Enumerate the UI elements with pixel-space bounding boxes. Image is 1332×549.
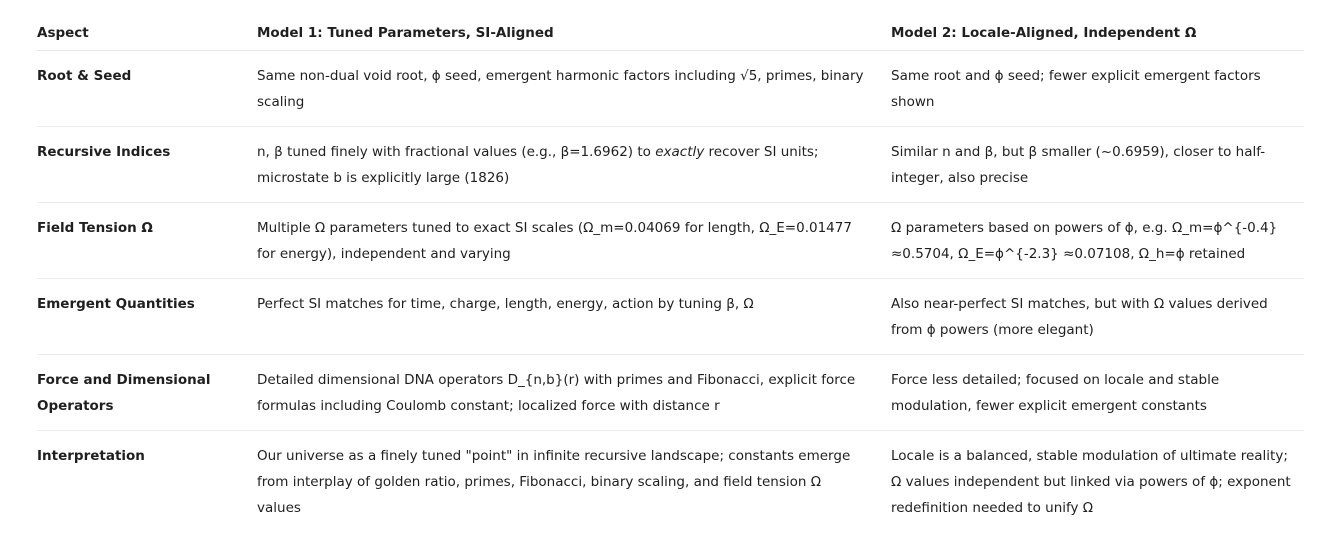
cell-model2: Force less detailed; focused on locale and stable modulation, fewer explicit emergent constants [891,372,1220,414]
cell-model1-text-post: recover SI units; microstate b is explicitly large (1826) [257,144,819,186]
table-row [37,127,1304,203]
cell-model1: Perfect SI matches for time, charge, length, energy, action by tuning β, Ω [257,296,754,312]
cell-model1: Multiple Ω parameters tuned to exact SI scales (Ω_m=0.04069 for length, Ω_E=0.01477 for energy), independent and varying [257,220,852,262]
table-row [37,51,1304,127]
cell-aspect: Emergent Quantities [37,296,195,312]
header-aspect: Aspect [37,25,89,41]
table-body [37,51,1304,533]
header-row [37,12,1304,51]
cell-model1: Our universe as a finely tuned "point" in infinite recursive landscape; constants emerge from interplay of golden ratio, primes, Fibonacci, binary scaling, and field tension Ω values [257,448,851,516]
cell-aspect: Field Tension Ω [37,220,153,236]
cell-model2: Similar n and β, but β smaller (~0.6959), closer to half-integer, also precise [891,144,1266,186]
cell-aspect: Recursive Indices [37,144,171,160]
cell-aspect: Interpretation [37,448,145,464]
cell-model2: Same root and ϕ seed; fewer explicit emergent factors shown [891,68,1261,110]
header-model1: Model 1: Tuned Parameters, SI-Aligned [257,25,554,41]
table-row [37,279,1304,355]
cell-model1: Same non-dual void root, ϕ seed, emergent harmonic factors including √5, primes, binary scaling [257,68,864,110]
cell-model2: Also near-perfect SI matches, but with Ω values derived from ϕ powers (more elegant) [891,296,1268,338]
cell-model2: Ω parameters based on powers of ϕ, e.g. Ω_m=ϕ^{-0.4} ≈0.5704, Ω_E=ϕ^{-2.3} ≈0.07108, Ω_h=ϕ retained [891,220,1278,262]
cell-model1-emphasis: exactly [655,144,705,160]
table-header [37,12,1304,51]
table-row [37,431,1304,533]
cell-model2: Locale is a balanced, stable modulation of ultimate reality; Ω values independent but linked via powers of ϕ; exponent redefinition needed to unify Ω [891,448,1291,516]
cell-model1: Detailed dimensional DNA operators D_{n,b}(r) with primes and Fibonacci, explicit force formulas including Coulomb constant; localized force with distance r [257,372,856,414]
cell-model1 [257,127,891,203]
comparison-table-container [37,12,1304,532]
cell-model1-text-pre: n, β tuned finely with fractional values (e.g., β=1.6962) to [257,144,656,160]
table-row [37,355,1304,431]
header-model2: Model 2: Locale-Aligned, Independent Ω [891,25,1197,41]
cell-aspect: Root & Seed [37,68,132,84]
cell-aspect: Force and Dimensional Operators [37,372,211,414]
comparison-table [37,12,1304,532]
table-row [37,203,1304,279]
